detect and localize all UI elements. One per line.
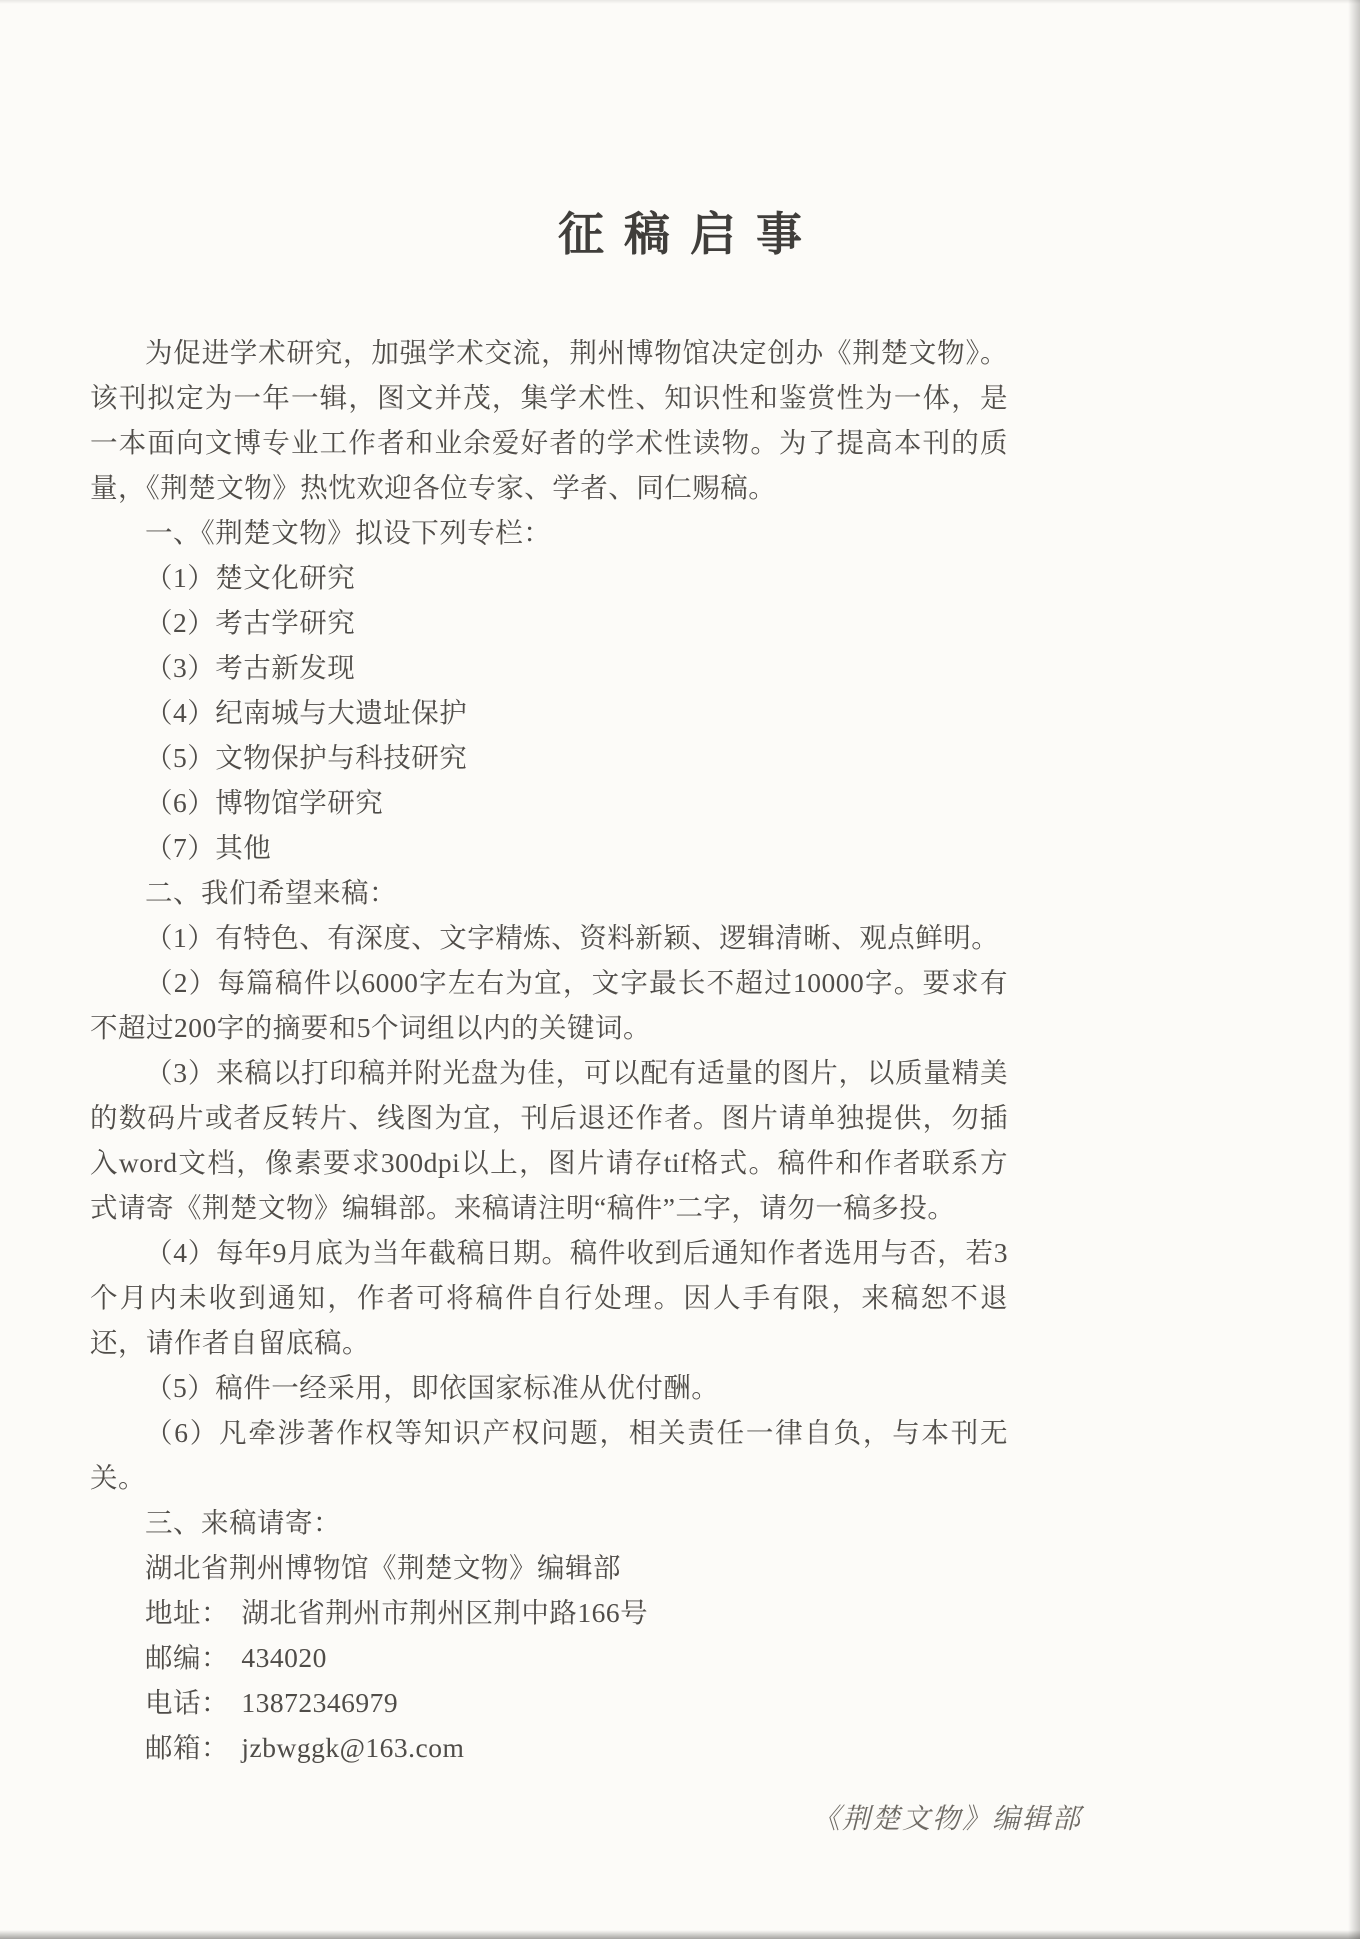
contact-address-label: 地址： xyxy=(145,1597,229,1628)
contact-email-value: jzbwggk@163.com xyxy=(241,1732,465,1763)
scan-edge-bottom xyxy=(0,1930,1360,1939)
guideline-item-5: （5）稿件一经采用，即依国家标准从优付酬。 xyxy=(145,1372,720,1403)
contact-email-line xyxy=(90,1725,1008,1770)
contact-zip-value: 434020 xyxy=(241,1642,327,1673)
signature: 《荆楚文物》编辑部 xyxy=(811,1804,1082,1835)
contact-phone-line xyxy=(90,1680,1008,1725)
column-item-4: （4）纪南城与大遗址保护 xyxy=(145,697,468,728)
column-item-3: （3）考古新发现 xyxy=(145,652,356,683)
intro-paragraph: 为促进学术研究，加强学术交流，荆州博物馆决定创办《荆楚文物》。该刊拟定为一年一辑，图文并茂，集学术性、知识性和鉴赏性为一体，是一本面向文博专业工作者和业余爱好者的学术性读物。为了提高本刊的质量，《荆楚文物》热忱欢迎各位专家、学者、同仁赐稿。 xyxy=(90,337,1008,503)
contact-zip-label: 邮编： xyxy=(145,1642,229,1673)
contact-org: 湖北省荆州博物馆《荆楚文物》编辑部 xyxy=(145,1552,621,1583)
column-item-5: （5）文物保护与科技研究 xyxy=(145,742,468,773)
column-item-7: （7）其他 xyxy=(145,832,272,863)
section1-heading: 一、《荆楚文物》拟设下列专栏： xyxy=(145,517,552,548)
page-title: 征稿启事 xyxy=(558,209,822,260)
guideline-item-2: （2）每篇稿件以6000字左右为宜，文字最长不超过10000字。要求有不超过200字的摘要和5个词组以内的关键词。 xyxy=(90,967,1008,1043)
contact-zip-line xyxy=(90,1635,1008,1680)
section2-heading: 二、我们希望来稿： xyxy=(145,877,397,908)
column-item-1: （1）楚文化研究 xyxy=(145,562,356,593)
column-item-6: （6）博物馆学研究 xyxy=(145,787,384,818)
contact-email-label: 邮箱： xyxy=(145,1732,229,1763)
guideline-item-1: （1）有特色、有深度、文字精炼、资料新颖、逻辑清晰、观点鲜明。 xyxy=(145,922,1000,953)
contact-phone-label: 电话： xyxy=(145,1687,229,1718)
document-body xyxy=(0,330,1360,1770)
section3-heading: 三、来稿请寄： xyxy=(145,1507,341,1538)
contact-address-value: 湖北省荆州市荆州区荆中路166号 xyxy=(241,1597,649,1628)
guideline-item-3: （3）来稿以打印稿并附光盘为佳，可以配有适量的图片，以质量精美的数码片或者反转片、线图为宜，刊后退还作者。图片请单独提供，勿插入word文档，像素要求300dpi以上，图片请存tif格式。稿件和作者联系方式请寄《荆楚文物》编辑部。来稿请注明“稿件”二字，请勿一稿多投。 xyxy=(90,1057,1008,1223)
column-item-2: （2）考古学研究 xyxy=(145,607,356,638)
guideline-item-4: （4）每年9月底为当年截稿日期。稿件收到后通知作者选用与否，若3个月内未收到通知，作者可将稿件自行处理。因人手有限，来稿恕不退还，请作者自留底稿。 xyxy=(90,1237,1008,1358)
contact-phone-value: 13872346979 xyxy=(241,1687,399,1718)
contact-address-line xyxy=(90,1590,1008,1635)
guideline-item-6: （6）凡牵涉著作权等知识产权问题，相关责任一律自负，与本刊无关。 xyxy=(90,1417,1008,1493)
